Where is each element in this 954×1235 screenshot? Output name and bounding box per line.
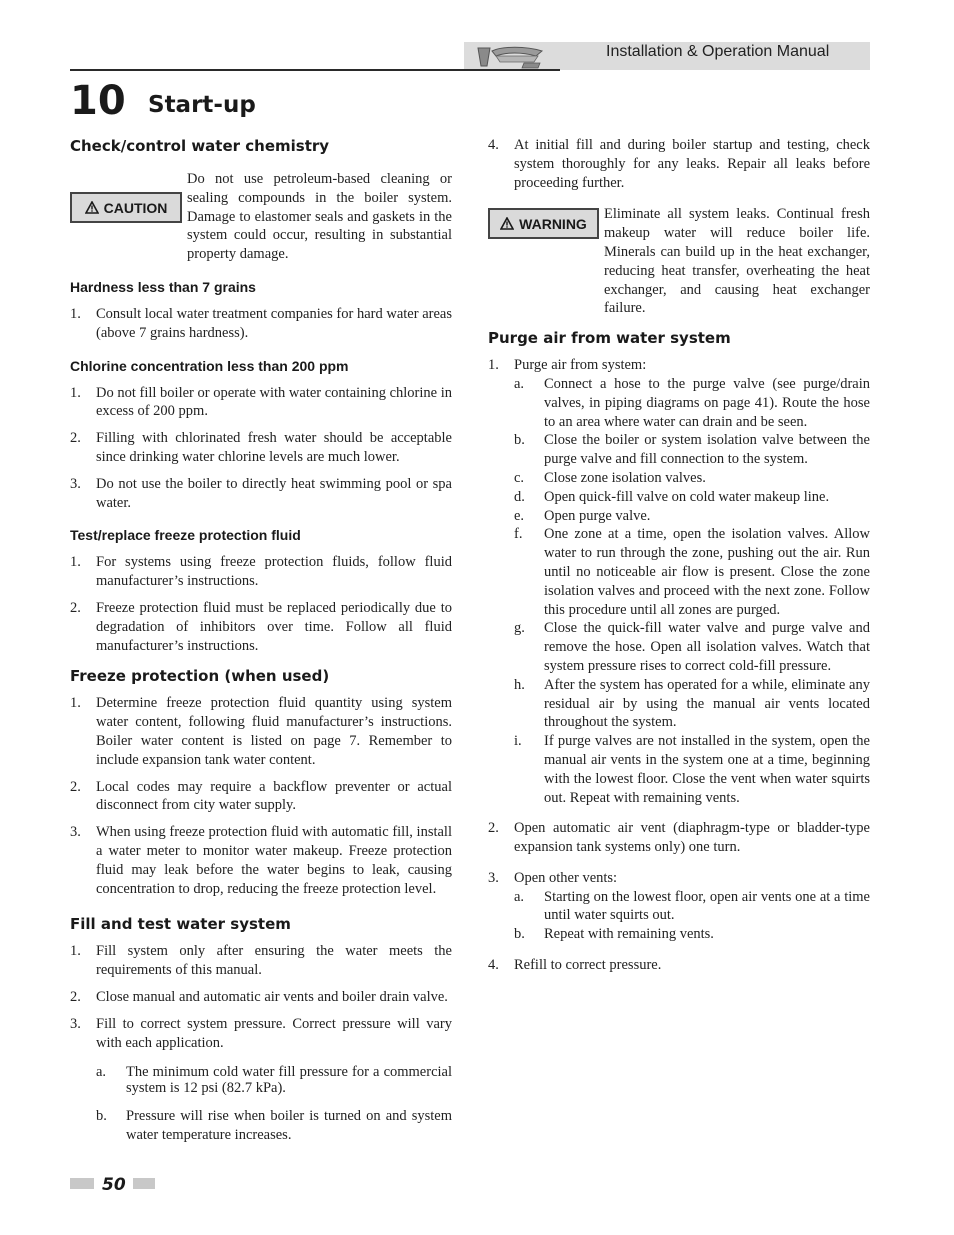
sub-list-item: g. Close the quick-fill water valve and purge valve and remove the hose. Open all isolation valves. Watch that system pressure rises to correct cold-fill pressure. bbox=[514, 620, 870, 674]
right-column bbox=[488, 136, 870, 975]
sub-list-item: b. Close the boiler or system isolation valve between the purge valve and fill connection to the system. bbox=[514, 432, 870, 468]
caution-label: CAUTION bbox=[103, 199, 168, 216]
sub-list-item: h. After the system has operated for a while, eliminate any residual air by using the manual air vents located throughout the system. bbox=[514, 676, 870, 731]
footer-decor-left bbox=[70, 1178, 94, 1189]
warning-label: WARNING bbox=[519, 215, 587, 232]
list-item: 2. Filling with chlorinated fresh water should be acceptable since drinking water chlorine levels are much lower. bbox=[70, 430, 452, 465]
list-item: 2. Local codes may require a backflow preventer or actual disconnect from city water supply. bbox=[70, 778, 452, 814]
sub-list-item: d. Open quick-fill valve on cold water makeup line. bbox=[514, 488, 830, 505]
list-item: 2. Freeze protection fluid must be replaced periodically due to degradation of inhibitors over time. Follow all fluid manufacturer’s instructions. bbox=[70, 599, 452, 654]
list-item: 3. When using freeze protection fluid with automatic fill, install a water meter to monitor water makeup. Freeze protection fluid may leak before the water begins to leak, causing concentration to drop, reducing the freeze protection level. bbox=[70, 824, 452, 897]
list-item: 1. Fill system only after ensuring the water meets the requirements of this manual. bbox=[70, 943, 452, 979]
warning-badge bbox=[488, 208, 599, 239]
section-title: Start-up bbox=[148, 92, 256, 118]
sub-list-item: a. Connect a hose to the purge valve (see purge/drain valves, in piping diagrams on page 41). Route the hose to an area where water can drain and be seen. bbox=[514, 375, 870, 430]
list-item: 2. Open automatic air vent (diaphragm-type or bladder-type expansion tank systems only) one turn. bbox=[488, 820, 870, 856]
vents-sub-list bbox=[514, 888, 870, 944]
list-item: 1. Determine freeze protection fluid quantity using system water content, following fluid manufacturer’s instructions. Boiler water content is listed on page 7. Remember to include expansion tank water content. bbox=[70, 695, 452, 768]
warning-box bbox=[488, 205, 870, 318]
sub-list-item: f. One zone at a time, open the isolation valves. Allow water to run through the zone, pushing out the air. Run until no noticeable air flow is present. Close the zone isolation valves and proceed with the next zone. Follow this procedure until all zones are purged. bbox=[514, 526, 870, 618]
list-item: 3. Open other vents: bbox=[488, 869, 618, 886]
warning-text: Eliminate all system leaks. Continual fresh makeup water will reduce boiler life. Minerals can build up in the heat exchanger, reducing heat transfer, overheating the heat exchanger, and causing heat exchanger failure. bbox=[604, 206, 870, 317]
sub-list-item: i. If purge valves are not installed in the system, open the manual air vents in the system one at a time, beginning with the lowest floor. Close the vent when water squirts out. Repeat with remaining vents. bbox=[514, 733, 870, 806]
list-item: 2. Close manual and automatic air vents and boiler drain valve. bbox=[70, 988, 448, 1005]
list-item: 1. For systems using freeze protection fluids, follow fluid manufacturer’s instructions. bbox=[70, 554, 452, 590]
purge-sub-list bbox=[514, 375, 870, 807]
left-column bbox=[70, 136, 452, 1145]
list-item: 1. Do not fill boiler or operate with water containing chlorine in excess of 200 ppm. bbox=[70, 384, 452, 420]
section-number: 10 bbox=[70, 78, 126, 124]
sub-list-item: a. Starting on the lowest floor, open air vents one at a time until water squirts out. bbox=[514, 888, 870, 924]
sub-list-item: b. Repeat with remaining vents. bbox=[514, 926, 714, 943]
heading-freeze-fluid: Test/replace freeze protection fluid bbox=[70, 527, 301, 544]
knight-xl-logo bbox=[474, 42, 554, 70]
heading-freeze-protection: Freeze protection (when used) bbox=[70, 667, 330, 686]
heading-water-chemistry: Check/control water chemistry bbox=[70, 137, 330, 155]
sub-list-item: b. Pressure will rise when boiler is turned on and system water temperature increases. bbox=[96, 1108, 452, 1144]
warning-triangle-icon bbox=[85, 201, 99, 214]
sub-list-item: a. The minimum cold water fill pressure for a commercial system is 12 psi (82.7 kPa). bbox=[96, 1064, 452, 1097]
list-item: 1. Purge air from system: bbox=[488, 357, 647, 374]
sub-list-item: c. Close zone isolation valves. bbox=[514, 469, 706, 486]
heading-purge-air: Purge air from water system bbox=[488, 329, 731, 348]
manual-title: Installation & Operation Manual bbox=[606, 43, 830, 60]
caution-badge bbox=[70, 192, 182, 223]
list-item: 3. Fill to correct system pressure. Correct pressure will vary with each application. bbox=[70, 1015, 452, 1051]
warning-triangle-icon bbox=[500, 217, 514, 230]
list-item: 3. Do not use the boiler to directly heat swimming pool or spa water. bbox=[70, 475, 452, 511]
sub-list-item: e. Open purge valve. bbox=[514, 507, 651, 524]
heading-chlorine: Chlorine concentration less than 200 ppm bbox=[70, 357, 349, 374]
list-item: 1. Consult local water treatment companies for hard water areas (above 7 grains hardness). bbox=[70, 305, 452, 341]
caution-text: Do not use petroleum-based cleaning or sealing compounds in the boiler system. Damage to elastomer seals and gaskets in the system could occur, resulting in substantial property damage. bbox=[187, 171, 452, 263]
caution-box bbox=[70, 170, 452, 264]
footer-decor-right bbox=[133, 1178, 155, 1189]
page-number: 50 bbox=[102, 1175, 126, 1195]
heading-hardness: Hardness less than 7 grains bbox=[70, 278, 256, 295]
list-item: 4. At initial fill and during boiler startup and testing, check system thoroughly for any leaks. Repair all leaks before proceeding further. bbox=[488, 137, 870, 191]
list-item: 4. Refill to correct pressure. bbox=[488, 957, 662, 974]
heading-fill-test: Fill and test water system bbox=[70, 915, 291, 934]
